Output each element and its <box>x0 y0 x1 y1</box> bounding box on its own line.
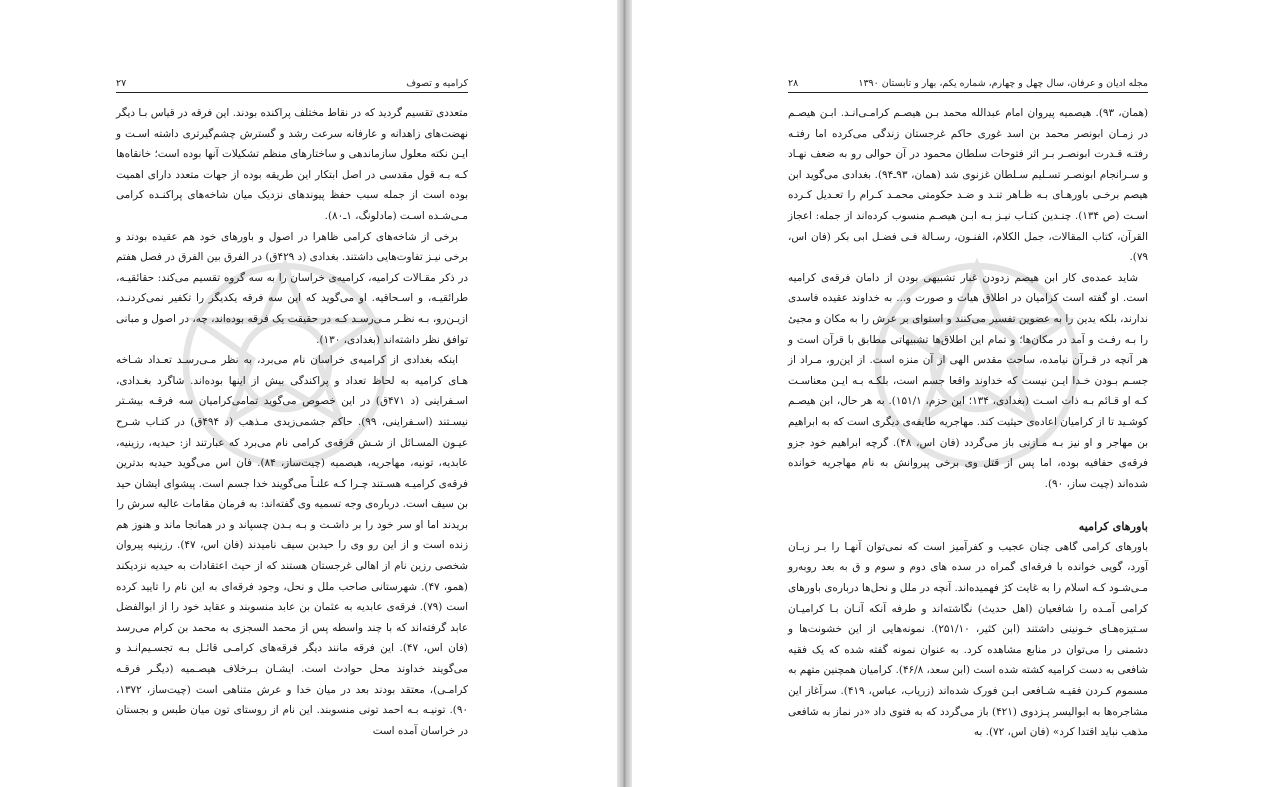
paragraph: متعددی تقسیم گردید که در نقاط مختلف پراکنده بودند. این فرقه در قیاس بـا دیگر نهضت‌های زاهدانه و عارفانه سرعت رشد و گسترش چشم‌گیرتری داشته اسـت و ایـن نکته معلول سازماندهی و ساختارهای منظم تشکیلات آنها بوده است؛ خانقاه‌ها کـه بـه قول مقدسی در اصل ابتکار این طریقه بوده از جهات متعدد دارای اهمیت بوده است از جمله سبب حفظ پیوندهای نزدیک میان شاخه‌های پراکنـده کرامی مـی‌شـده اسـت (مادلونگ، ۱ـ۸۰). <box>116 107 468 222</box>
page-header <box>788 74 1148 93</box>
running-head: مجله ادیان و عرفان، سال چهل و چهارم، شماره یکم، بهار و تابستان ۱۳۹۰ <box>858 78 1148 89</box>
paragraph: (همان، ۹۳). هیصمیه پیروان امام عبدالله محمد بـن هیصـم کرامـی‌انـد. ابـن هیصـم در زمـان ابونصر محمد بن اسد غوری حاکم غرجستان زندگی می‌کرده اما رفتـه رفتـه قـدرت ابونصـر بـر اثر فتوحات سلطان محمود در آن حوالی رو به ضعف نهـاد و سـرانجام ابونصـر تسـلیم سـلطان غزنوی شد (همان، ۹۳ـ۹۴). بغدادی می‌گوید ابن هیصم برخـی باورهـای بـه ظـاهر تنـد و ضـد حکومتی محمـد کـرام را تعـدیل کـرده اسـت (ص ۱۳۴). چنـدین کتـاب نیـز بـه ابـن هیصـم منسوب کرده‌اند از جمله: اعجاز القرآن، کتاب المقالات، جمل الکلام، الفنـون، رسـالة فـی فضـل ابی بکر (فان اس، ۷۹). <box>788 107 1149 264</box>
page-number: ۲۸ <box>788 78 799 89</box>
running-head: کرامیه و تصوف <box>406 78 468 89</box>
page-number: ۲۷ <box>116 78 127 89</box>
body-text <box>788 103 1149 739</box>
section-heading: باورهای کرامیه <box>1078 519 1148 534</box>
paragraph: باورهای کرامی گاهی چنان عجیب و کفرآمیز است که نمی‌توان آنهـا را بـر زبـان آورد، گویی خوانده با فرقه‌ای گمراه در سده های دوم و سوم و ق به بعد روبه‌رو مـی‌شـود کـه اسلام را به غایت کژ فهمیده‌اند. آنچه در ملل و نحل‌ها درباره‌ی باورهای کرامی آمـده را شافعیان (اهل حدیث) نگاشته‌اند و طرفه آنکه آنـان بـا کرامیـان سـتیزه‌هـای خـونینی داشتند (ابن کثیر، ۲۵۱/۱۰). نمونه‌هایی از این خشونت‌ها و دشمنی را می‌توان در منابع مشاهده کرد. به عنوان نمونه گفته شده که یک فقیه شافعی به دست کرامیه کشته شده است (ابن سعد، ۴۶/۸). کرامیان همچنین متهم به مسموم کـردن فقیـه شـافعی ابـن فورک شده‌اند (زریاب، عباس، ۴۱۹). سرآغاز این مشاجره‌ها به ابوالیسر پـزدوی (۴۲۱) باز می‌گردد که به فتوی داد «در نماز به شافعی مذهب نباید اقتدا کرد» (فان اس، ۷۲). به <box>788 540 1148 739</box>
paragraph: شاید عمده‌ی کار ابن هیصم زدودن غبار تشبیهی بودن از دامان فرقه‌ی کرامیه است. او گفته است کرامیان در اطلاق هیات و صورت و... به خداوند عقیده فاسدی ندارند، بلکه یدین را به عضوین تفسیر می‌کنند و استوای بر عرش را به مکان و مجیئ را بـه رفـت و آمد در مکان‌ها؛ و تمام این اطلاق‌ها تشبیهاتی مطابق با قرآن است و هر آنچه در قـرآن نیامده، ساحت مقدس الهی از آن منزه است. از این‌رو، مـراد از جسـم بـودن خـدا ایـن نیست که خداوند واقعا جسم است، بلکـه بـه ایـن معناسـت کـه او قـائم بـه ذات اسـت (بغدادی، ۱۳۴؛ ابن حزم، ۱۵۱/۱). به هر حال، ابن هیصـم کوشـید تا از کرامیان اعاده‌ی حیثیت کند. مهاجریه طایفه‌ی دیگری است که به ابراهیم بن مهاجر و او نیز بـه مـازنی باز می‌گردد (فان اس، ۴۸). گرچه ابراهیم خود جزو فرقه‌ی حفافیه بوده، اما پس از قتل وی برخی پیروانش به نام مهاجریه خوانده شده‌اند (چیت ساز، ۹۰). <box>788 271 1148 490</box>
left-page <box>0 0 617 787</box>
paragraph: برخی از شاخه‌های کرامی ظاهرا در اصول و باورهای خود هم عقیده بودند و برخی نیـز تفاوت‌هایی داشتند. بغدادی (د ۴۲۹ق) در الفرق بین الفرق در فصل هفتم در ذکر مقـالات کرامیه، کرامیه‌ی خراسان را به سه گروه تقسیم می‌کند: حقائقیـه، طرائقیـه، و اسـحاقیه. او می‌گوید که این سه فرقه یکدیگر را تکفیر نمی‌کردنـد، ازیـن‌رو، بـه نظـر مـی‌رسـد کـه در حقیقت یک فرقه بوده‌اند، چه، در اصول و مبانی توافق نظر داشته‌اند (بغدادی، ۱۳۰). <box>116 230 468 346</box>
right-page <box>632 0 1270 787</box>
page-header <box>116 74 468 93</box>
paragraph: اینکه بغدادی از کرامیه‌ی خراسان نام می‌برد، به نظر مـی‌رسـد تعـداد شـاخه هـای کرامیه به لحاظ تعداد و پراکندگی بیش از اینها بوده‌اند. شاگرد بغـدادی، اسـفراینی (د ۴۷۱ق) در این خصوص می‌گوید تمامی‌کرامیان سه فرقـه بیشـتر نیسـتند (اسـفراینی، ۹۹). حاکم جشمی‌زیدی مـذهب (د ۴۹۴ق) در کتـاب شـرح عیـون المسـائل از شـش فرقه‌ی کرامی نام می‌برد که عبارتند از: حیدیه، رزینیه، عابدیه، تونیه، مهاجریه، هیصمیه (چیت‌ساز، ۸۴). فان اس می‌گوید حیدیه بدترین فرقه‌ی کرامیـه هسـتند چـرا کـه علنـاً می‌گویند خدا جسم است. پیشوای ایشان حید بن سیف است. درباره‌ی وجه تسمیه وی گفته‌اند: به فرمان مقامات عالیه سرش را بریدند اما او سر خود را بر داشـت و بـه بـدن چسپاند و در همانجا ماند و هنوز هم زنده است و از این رو وی را حیدبن سیف نامیدند (فان اس، ۴۷). رزینیه پیروان شخصی رزین نام از اهالی غرجستان هستند که از حیث اعتقادات به حیدیه نزدیکند (همو، ۴۷). شهرستانی صاحب ملل و نحل، وجود فرقه‌ای به این نام را تایید کرده است (۷۹). فرقه‌ی عابدیه به عثمان بن عابد منسوبند و عقاید خود را از ابوالفضل عابد گرفته‌اند که با چند واسطه پس از محمد السجزی به محمد بن کرام می‌رسد (فان اس، ۴۷). این فرقه مانند دیگر فرقه‌های کرامـی قائـل بـه تجسـیم‌انـد و می‌گویند خداوند محل حوادث است. ایشـان بـرخلاف هیصـمیه (دیگـر فرقـه کرامـی)، معتقد بودند بعد در میان خدا و عرش متناهی است (چیت‌ساز، ۱۳۷۲، ۹۰). تونیـه بـه احمد تونی منسوبند. این نام از روستای تون میان طبس و بجستان در خراسان آمده است <box>116 354 468 737</box>
book-gutter <box>617 0 632 787</box>
body-text <box>116 103 468 737</box>
